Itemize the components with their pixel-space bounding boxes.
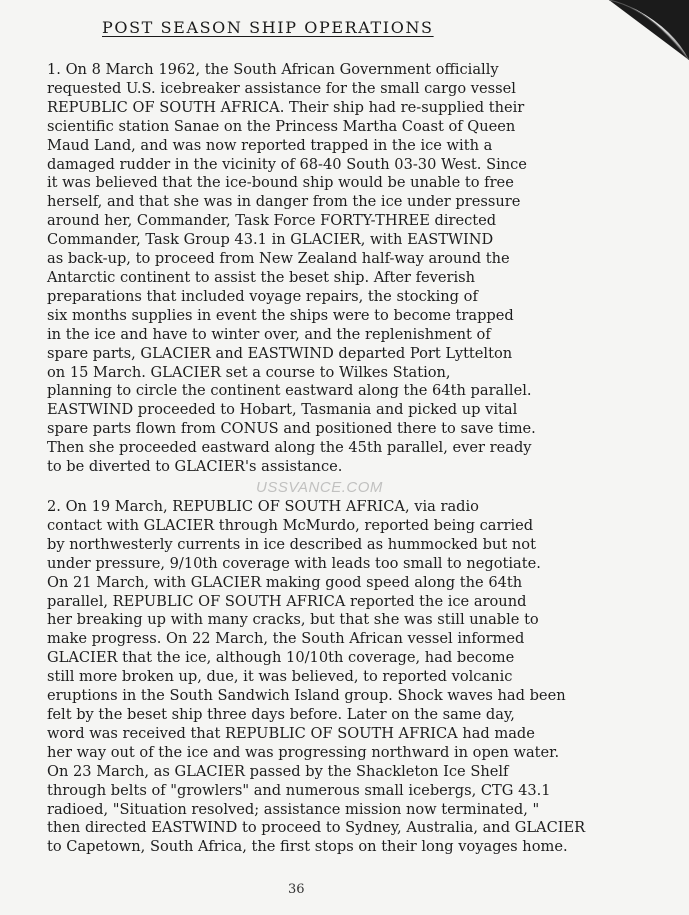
paragraph-line: then directed EASTWIND to proceed to Sydney, Australia, and GLACIER [47, 819, 586, 837]
paragraph-line: to Capetown, South Africa, the first stops on their long voyages home. [47, 838, 568, 856]
paragraph-line: through belts of "growlers" and numerous small icebergs, CTG 43.1 [47, 781, 551, 799]
paragraph-line: On 21 March, with GLACIER making good speed along the 64th [47, 573, 523, 591]
paragraph-2 [47, 498, 677, 857]
paragraph-line: scientific station Sanae on the Princess Martha Coast of Queen [47, 117, 516, 135]
paragraph-line: contact with GLACIER through McMurdo, reported being carried [47, 516, 534, 534]
paragraph-line: eruptions in the South Sandwich Island group. Shock waves had been [47, 687, 566, 705]
paragraph-line: Then she proceeded eastward along the 45th parallel, ever ready [47, 439, 532, 457]
paragraph-line: parallel, REPUBLIC OF SOUTH AFRICA reported the ice around [47, 592, 527, 610]
paragraph-line: preparations that included voyage repairs, the stocking of [47, 287, 478, 305]
paragraph-line: word was received that REPUBLIC OF SOUTH AFRICA had made [47, 724, 535, 742]
paragraph-line: damaged rudder in the vicinity of 68-40 South 03-30 West. Since [47, 155, 527, 173]
paragraph-line: Antarctic continent to assist the beset ship. After feverish [47, 268, 476, 286]
paragraph-line: 1. On 8 March 1962, the South African Government officially [47, 61, 499, 78]
paragraph-line: six months supplies in event the ships were to become trapped [47, 306, 514, 324]
paragraph-line: her breaking up with many cracks, but that she was still unable to [47, 611, 539, 629]
paragraph-line: under pressure, 9/10th coverage with leads too small to negotiate. [47, 554, 541, 572]
paragraph-line: on 15 March. GLACIER set a course to Wilkes Station, [47, 363, 451, 381]
page-title: POST SEASON SHIP OPERATIONS [102, 18, 434, 37]
paragraph-line: make progress. On 22 March, the South African vessel informed [47, 630, 525, 648]
paragraph-line: Maud Land, and was now reported trapped in the ice with a [47, 136, 493, 154]
paragraph-line: EASTWIND proceeded to Hobart, Tasmania and picked up vital [47, 401, 518, 419]
paragraph-line: as back-up, to proceed from New Zealand half-way around the [47, 250, 510, 268]
watermark: USSVANCE.COM [256, 479, 383, 496]
paragraph-line: it was believed that the ice-bound ship would be unable to free [47, 174, 514, 192]
paragraph-1 [47, 61, 677, 477]
paragraph-line: spare parts, GLACIER and EASTWIND departed Port Lyttelton [47, 344, 513, 362]
paragraph-line: her way out of the ice and was progressing northward in open water. [47, 743, 560, 761]
paragraph-line: to be diverted to GLACIER's assistance. [47, 458, 343, 476]
page-curl-corner [579, 0, 689, 60]
paragraph-line: radioed, "Situation resolved; assistance mission now terminated, " [47, 800, 540, 818]
paragraph-line: spare parts flown from CONUS and positioned there to save time. [47, 420, 536, 438]
paragraph-line: planning to circle the continent eastward along the 64th parallel. [47, 382, 532, 400]
paragraph-line: requested U.S. icebreaker assistance for the small cargo vessel [47, 79, 516, 97]
paragraph-line: 2. On 19 March, REPUBLIC OF SOUTH AFRICA, via radio [47, 498, 479, 515]
paragraph-line: herself, and that she was in danger from the ice under pressure [47, 193, 521, 211]
paragraph-line: Commander, Task Group 43.1 in GLACIER, with EASTWIND [47, 231, 494, 249]
paragraph-line: still more broken up, due, it was believed, to reported volcanic [47, 668, 513, 686]
paragraph-line: by northwesterly currents in ice described as hummocked but not [47, 535, 536, 553]
paragraph-line: felt by the beset ship three days before. Later on the same day, [47, 705, 515, 723]
paragraph-line: On 23 March, as GLACIER passed by the Shackleton Ice Shelf [47, 762, 509, 780]
paragraph-line: GLACIER that the ice, although 10/10th coverage, had become [47, 649, 515, 667]
paragraph-line: in the ice and have to winter over, and the replenishment of [47, 325, 491, 343]
page-number: 36 [288, 882, 305, 897]
paragraph-line: around her, Commander, Task Force FORTY-THREE directed [47, 212, 497, 230]
paragraph-line: REPUBLIC OF SOUTH AFRICA. Their ship had re-supplied their [47, 98, 525, 116]
